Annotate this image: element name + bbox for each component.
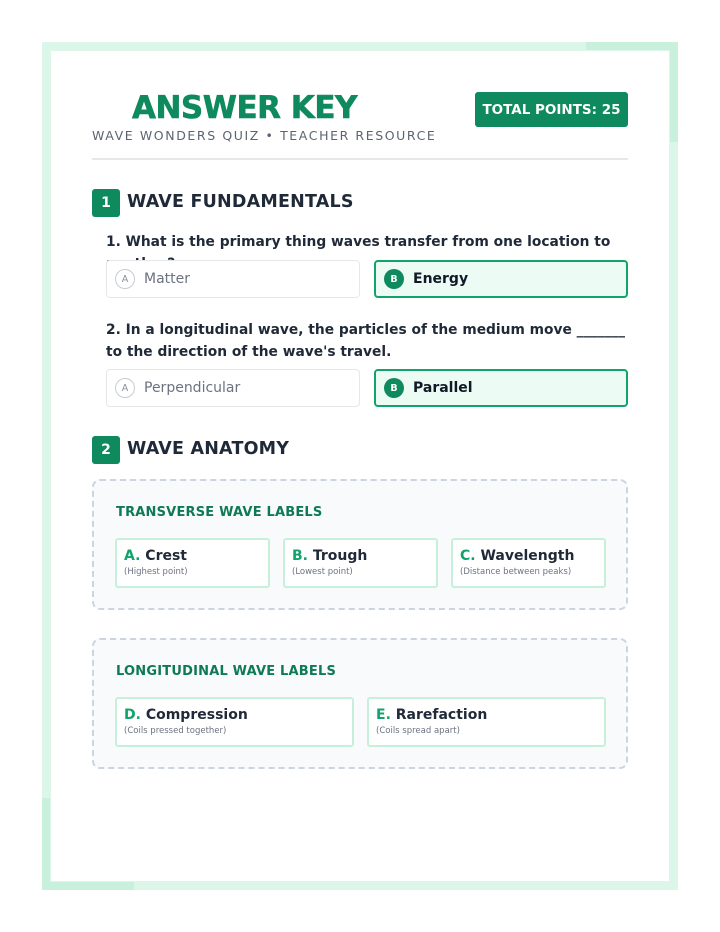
term-letter: A. bbox=[124, 548, 141, 564]
term-letter: B. bbox=[292, 548, 308, 564]
term-description: (Lowest point) bbox=[292, 567, 353, 577]
option-text: Energy bbox=[413, 271, 469, 287]
term-card bbox=[115, 538, 270, 588]
section-number: 1 bbox=[92, 189, 120, 217]
term-name: Crest bbox=[145, 548, 187, 564]
term-description: (Highest point) bbox=[124, 567, 188, 577]
option-letter: B bbox=[384, 378, 404, 398]
frame-corner-accent bbox=[42, 798, 50, 890]
option-text: Parallel bbox=[413, 380, 473, 396]
frame-corner-accent bbox=[670, 42, 678, 142]
term-letter: C. bbox=[460, 548, 476, 564]
frame-corner-accent bbox=[42, 882, 134, 890]
term-card bbox=[115, 697, 354, 747]
term-letter: D. bbox=[124, 707, 141, 723]
term-description: (Coils spread apart) bbox=[376, 726, 460, 736]
header-divider bbox=[92, 158, 628, 160]
transverse-labels-box bbox=[92, 479, 628, 610]
section-number: 2 bbox=[92, 436, 120, 464]
term-letter: E. bbox=[376, 707, 391, 723]
correct-answer-option bbox=[374, 260, 628, 298]
term-card bbox=[283, 538, 438, 588]
section-title: WAVE ANATOMY bbox=[127, 439, 290, 459]
term-name: Wavelength bbox=[480, 548, 575, 564]
option-letter: B bbox=[384, 269, 404, 289]
option-letter: A bbox=[115, 269, 135, 289]
option-text: Perpendicular bbox=[144, 380, 241, 396]
section-title: WAVE FUNDAMENTALS bbox=[127, 192, 354, 212]
term-description: (Coils pressed together) bbox=[124, 726, 227, 736]
term-card bbox=[367, 697, 606, 747]
page-title: ANSWER KEY bbox=[132, 90, 357, 126]
correct-answer-option bbox=[374, 369, 628, 407]
page-subtitle: WAVE WONDERS QUIZ • TEACHER RESOURCE bbox=[92, 128, 437, 143]
question-text: 2. In a longitudinal wave, the particles of the medium move _______ to the direction of the wave's travel. bbox=[106, 322, 625, 360]
label-group-title: LONGITUDINAL WAVE LABELS bbox=[116, 664, 337, 679]
option-letter: A bbox=[115, 378, 135, 398]
total-points-badge: TOTAL POINTS: 25 bbox=[475, 92, 628, 127]
term-name: Rarefaction bbox=[395, 707, 488, 723]
answer-option bbox=[106, 369, 360, 407]
answer-option bbox=[106, 260, 360, 298]
longitudinal-labels-box bbox=[92, 638, 628, 769]
term-card bbox=[451, 538, 606, 588]
label-group-title: TRANSVERSE WAVE LABELS bbox=[116, 505, 323, 520]
question-text: 1. What is the primary thing waves transfer from one location to bbox=[106, 234, 611, 250]
frame-corner-accent bbox=[586, 42, 678, 50]
term-name: Compression bbox=[145, 707, 248, 723]
term-description: (Distance between peaks) bbox=[460, 567, 572, 577]
option-text: Matter bbox=[144, 271, 191, 287]
term-name: Trough bbox=[312, 548, 368, 564]
